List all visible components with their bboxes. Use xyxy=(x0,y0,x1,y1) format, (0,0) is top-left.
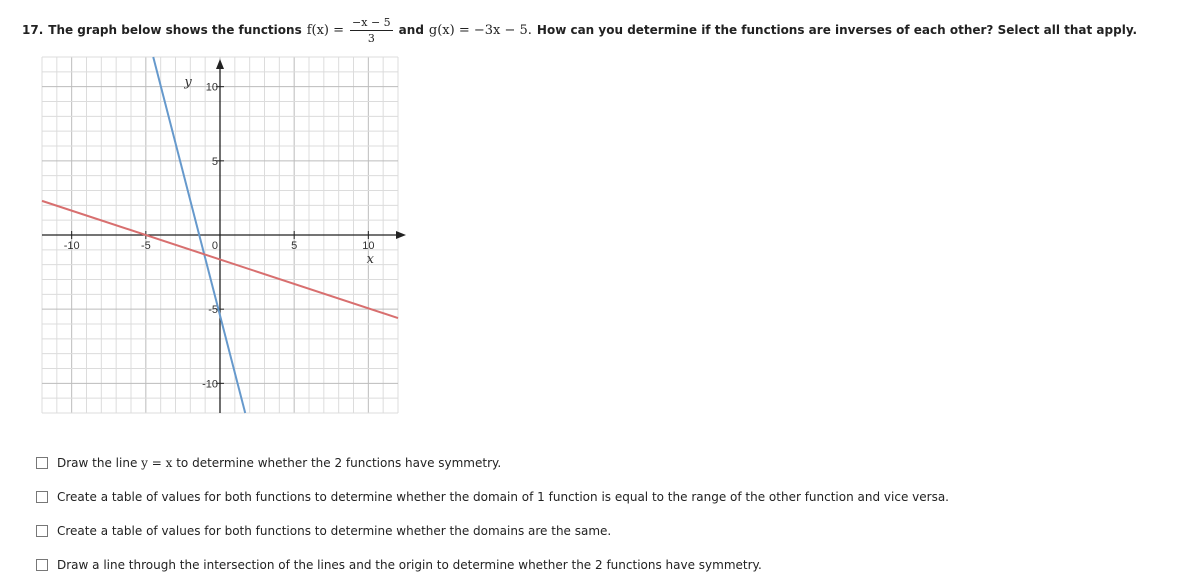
option-1-math: y = x xyxy=(141,456,173,470)
option-3-checkbox[interactable] xyxy=(36,525,48,537)
question-prompt: How can you determine if the functions are inverses of each other? Select all that apply. xyxy=(536,23,1138,37)
option-1[interactable] xyxy=(36,446,949,480)
x-tick-label: 5 xyxy=(291,240,298,252)
question-lead: The graph below shows the functions xyxy=(48,23,302,37)
option-2[interactable] xyxy=(36,480,949,514)
question-number: 17. xyxy=(22,23,44,37)
option-4[interactable] xyxy=(36,548,949,582)
y-tick-label: -10 xyxy=(202,378,218,391)
option-4-checkbox[interactable] xyxy=(36,559,48,571)
g-expression: g(x) = −3x − 5. xyxy=(428,22,532,38)
and-text: and xyxy=(398,23,424,37)
option-1-text xyxy=(57,456,501,470)
option-1-checkbox[interactable] xyxy=(36,457,48,469)
question-text xyxy=(22,8,1192,52)
answer-options xyxy=(36,446,949,582)
option-2-text: Create a table of values for both functions to determine whether the domain of 1 function is equal to the range of the other function and vice versa. xyxy=(57,490,949,504)
option-4-text: Draw a line through the intersection of the lines and the origin to determine whether the 2 functions have symmetry. xyxy=(57,558,762,572)
y-axis-arrow xyxy=(216,59,224,69)
x-axis-label: x xyxy=(366,252,375,267)
x-tick-label: -10 xyxy=(63,240,80,252)
option-3-text: Create a table of values for both functions to determine whether the domains are the same. xyxy=(57,524,612,538)
y-axis-label: y xyxy=(184,75,192,90)
x-tick-label: -5 xyxy=(140,240,151,252)
y-tick-label: 10 xyxy=(205,81,218,94)
f-label: f(x) = xyxy=(306,22,345,38)
x-axis-arrow xyxy=(396,231,406,239)
option-2-checkbox[interactable] xyxy=(36,491,48,503)
function-graph xyxy=(0,55,420,425)
origin-label: 0 xyxy=(211,240,218,252)
option-1-text-before: Draw the line xyxy=(57,456,138,470)
y-tick-label: 5 xyxy=(211,155,218,168)
f-denominator: 3 xyxy=(367,31,375,45)
x-tick-label: 10 xyxy=(362,240,375,252)
y-tick-label: -5 xyxy=(208,304,218,317)
option-1-text-after: to determine whether the 2 functions have symmetry. xyxy=(176,456,502,470)
f-fraction xyxy=(350,16,393,45)
f-numerator: −x − 5 xyxy=(352,15,391,29)
option-3[interactable] xyxy=(36,514,949,548)
